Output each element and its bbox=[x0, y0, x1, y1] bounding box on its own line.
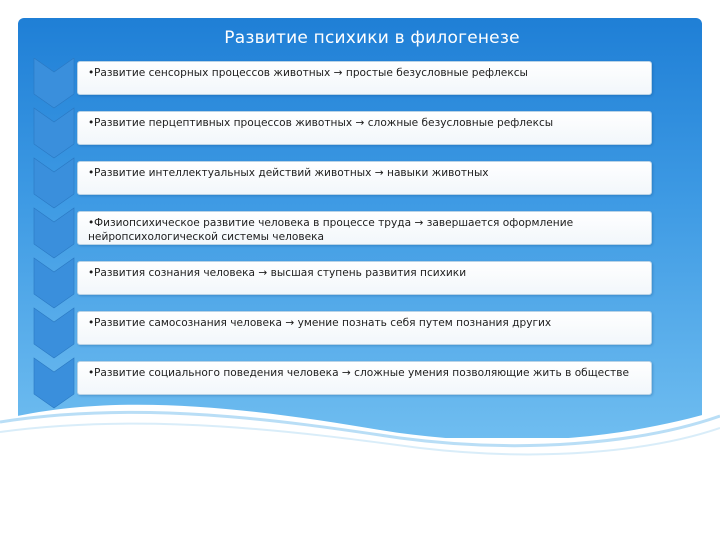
step-box-3 bbox=[77, 161, 652, 195]
chevron-down-icon bbox=[34, 308, 74, 358]
bullet: • bbox=[88, 217, 95, 229]
chevron-down-icon bbox=[34, 358, 74, 408]
wave-decoration bbox=[0, 380, 720, 540]
step-box-2 bbox=[77, 111, 652, 145]
bullet: • bbox=[88, 167, 95, 179]
step-text: Развитие сенсорных процессов животных → простые безусловные рефлексы bbox=[94, 67, 528, 79]
step-box-1 bbox=[77, 61, 652, 95]
step-text: Развитие интеллектуальных действий животных → навыки животных bbox=[94, 167, 489, 179]
bullet: • bbox=[88, 117, 95, 129]
chevron-down-icon bbox=[34, 158, 74, 208]
step-box-7 bbox=[77, 361, 652, 395]
step-box-4 bbox=[77, 211, 652, 245]
step-text: Развитие социального поведения человека → сложные умения позволяющие жить в обществе bbox=[94, 367, 629, 379]
bullet: • bbox=[88, 267, 95, 279]
bullet: • bbox=[88, 367, 95, 379]
step-box-5 bbox=[77, 261, 652, 295]
chevron-down-icon bbox=[34, 258, 74, 308]
chevron-down-icon bbox=[34, 208, 74, 258]
step-text: Физиопсихическое развитие человека в процессе труда → завершается оформление нейропсихологической системы человека bbox=[88, 217, 574, 243]
chevron-down-icon bbox=[34, 58, 74, 108]
bullet: • bbox=[88, 67, 95, 79]
bullet: • bbox=[88, 317, 95, 329]
step-text: Развития сознания человека → высшая ступень развития психики bbox=[94, 267, 467, 279]
step-box-6 bbox=[77, 311, 652, 345]
chevron-down-icon bbox=[34, 108, 74, 158]
step-text: Развитие перцептивных процессов животных → сложные безусловные рефлексы bbox=[94, 117, 554, 129]
page-title: Развитие психики в филогенезе bbox=[224, 28, 520, 48]
chevron-arrow-column bbox=[30, 58, 80, 418]
step-text: Развитие самосознания человека → умение познать себя путем познания других bbox=[94, 317, 552, 329]
